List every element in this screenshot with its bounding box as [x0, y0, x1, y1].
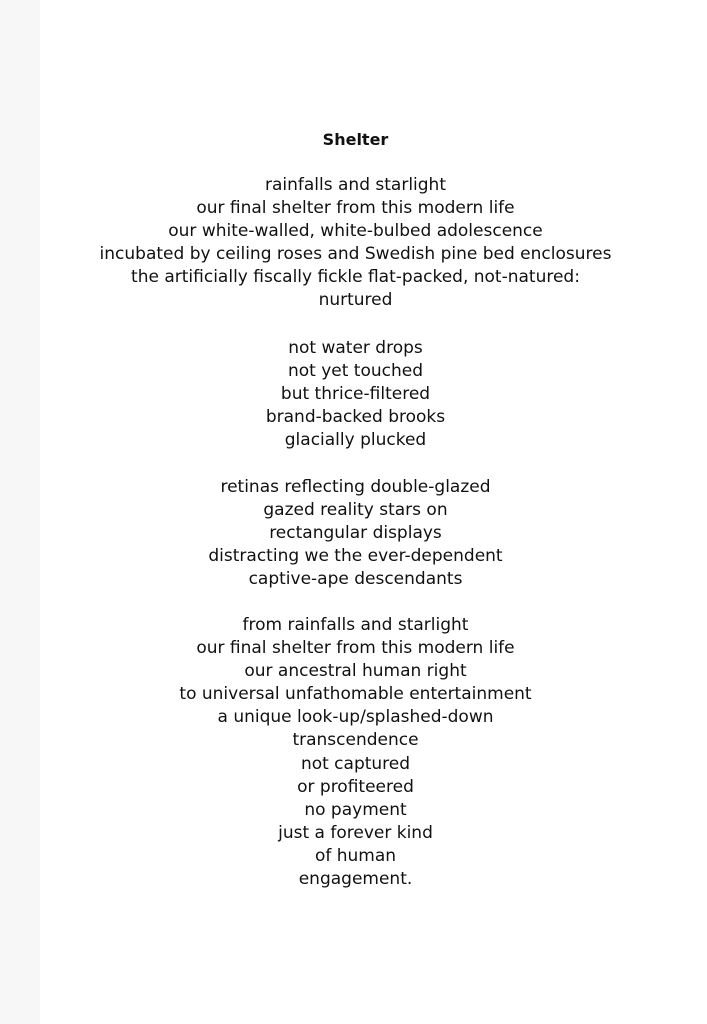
poem-line: incubated by ceiling roses and Swedish pine bed enclosures [99, 244, 612, 265]
poem-line: brand-backed brooks [265, 407, 446, 428]
poem-line: gazed reality stars on [263, 500, 448, 521]
stanza-2 [40, 337, 671, 452]
poem-line: glacially plucked [284, 430, 427, 451]
poem-page [40, 0, 707, 1024]
poem-line: from rainfalls and starlight [242, 615, 469, 635]
poem-line: not captured [300, 753, 411, 774]
stanza-3 [40, 476, 671, 591]
poem-line: our ancestral human right [244, 661, 467, 682]
poem-line: engagement. [298, 869, 413, 890]
poem-line: nurtured [318, 290, 393, 311]
poem-line: the artificially fiscally fickle flat-packed, not-natured: [131, 267, 580, 288]
stanza-4 [40, 614, 671, 891]
poem-line: but thrice-filtered [280, 384, 431, 405]
poem-line: no payment [304, 799, 407, 820]
poem-line: our white-walled, white-bulbed adolescence [168, 221, 543, 242]
poem-line: distracting we the ever-dependent [208, 546, 503, 567]
poem-title: Shelter [322, 130, 389, 149]
poem-line: transcendence [292, 730, 419, 751]
poem-line: captive-ape descendants [248, 569, 463, 590]
poem-line: or profiteered [297, 776, 414, 797]
stanza-1 [40, 174, 671, 313]
poem-line: our final shelter from this modern life [196, 638, 515, 659]
poem-line: just a forever kind [278, 822, 433, 843]
poem-line: rectangular displays [269, 523, 442, 544]
poem-line: retinas reflecting double-glazed [220, 477, 491, 497]
poem-line: our final shelter from this modern life [196, 198, 515, 219]
poem-line: not water drops [288, 338, 423, 358]
poem-line: rainfalls and starlight [264, 175, 446, 195]
poem-line: to universal unfathomable entertainment [179, 684, 532, 705]
poem-line: a unique look-up/splashed-down [217, 707, 494, 728]
page-margin-strip [0, 0, 40, 1024]
poem-line: not yet touched [287, 361, 424, 382]
poem-line: of human [314, 845, 397, 866]
